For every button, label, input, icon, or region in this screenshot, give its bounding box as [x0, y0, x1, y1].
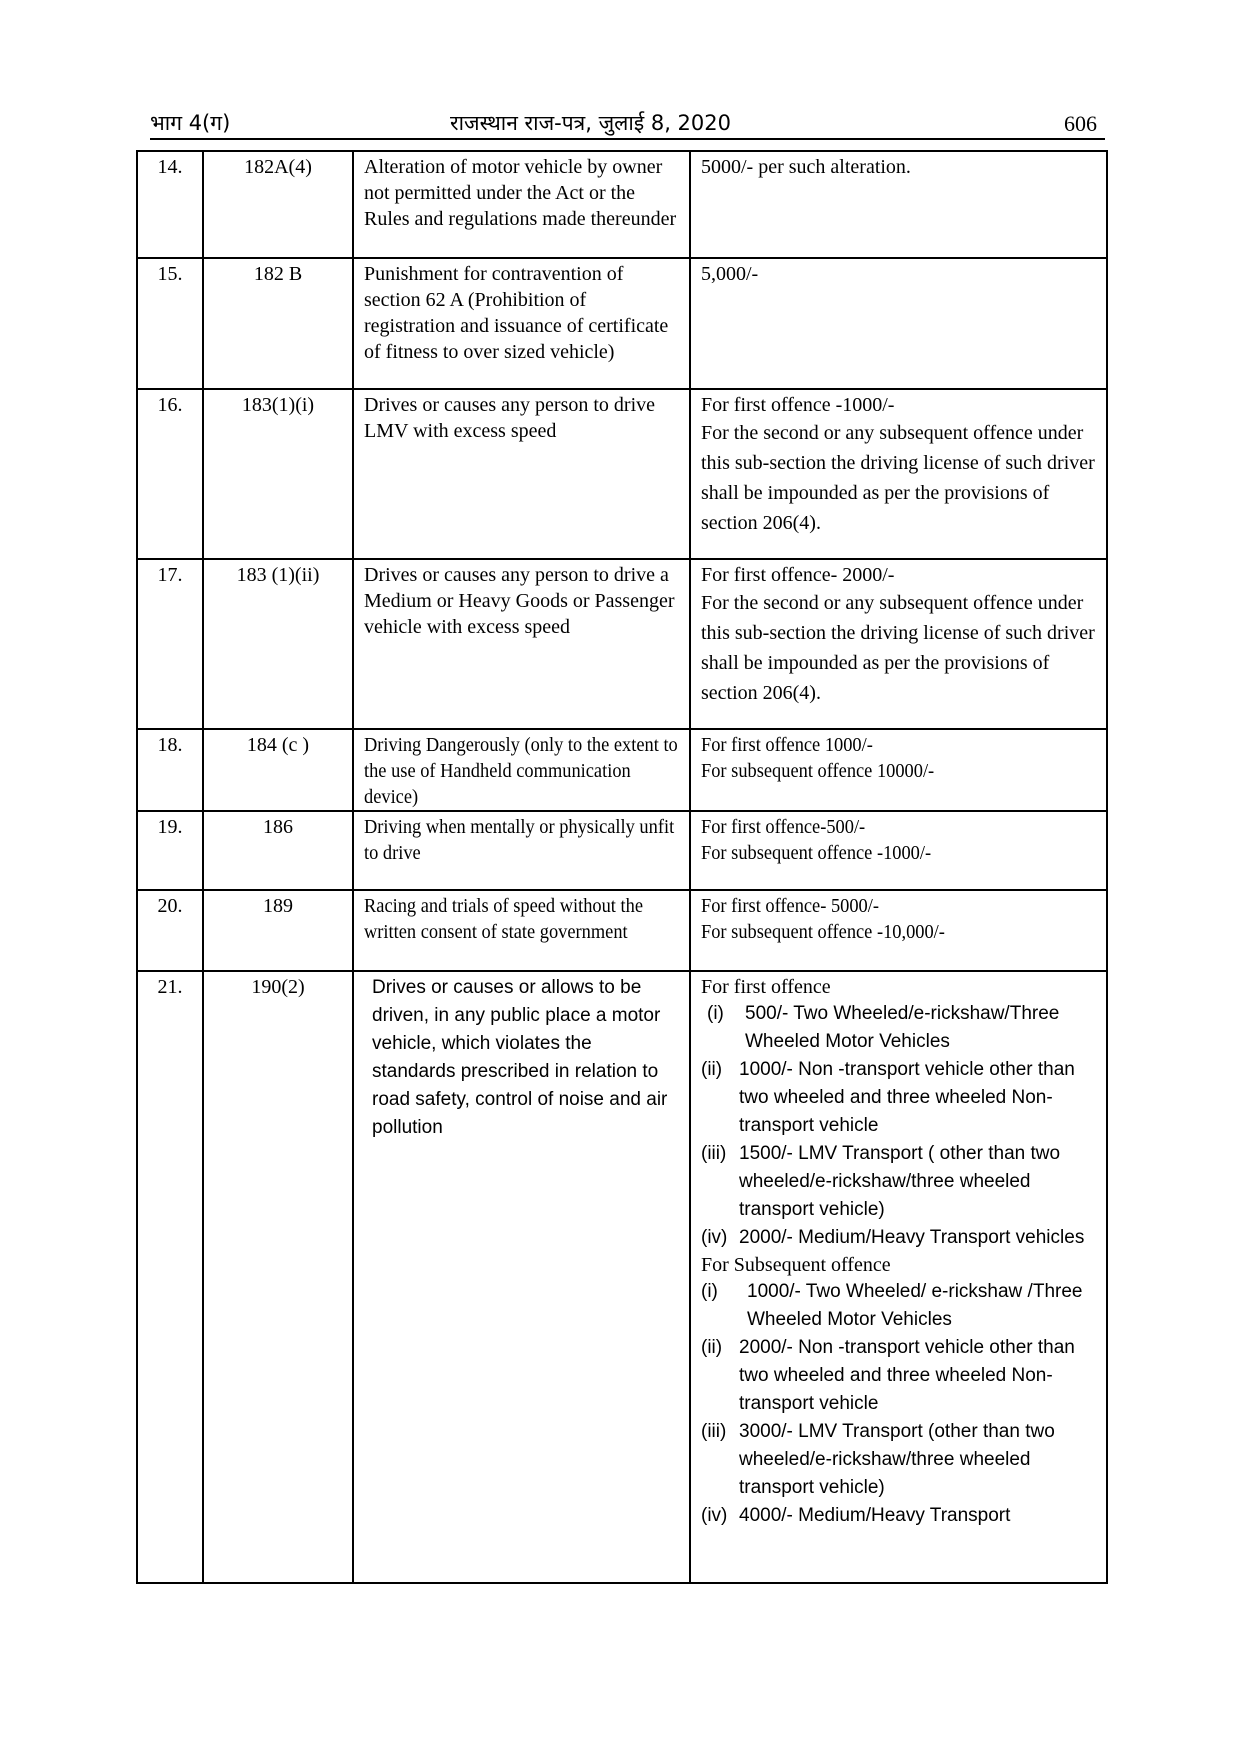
- list-item: (ii) 2000/- Non -transport vehicle other than two wheeled and three wheeled Non- transport vehicle: [701, 1337, 1075, 1414]
- section: 190(2): [203, 971, 353, 1583]
- section: 182A(4): [203, 151, 353, 258]
- gazette-title: राजस्थान राज-पत्र, जुलाई 8, 2020: [450, 111, 732, 135]
- section: 189: [203, 890, 353, 971]
- list-item: (iv) 4000/- Medium/Heavy Transport: [701, 1505, 1011, 1526]
- offence-desc: Driving Dangerously (only to the extent to the use of Handheld communication device): [353, 729, 690, 811]
- serial-no: 17.: [137, 559, 203, 729]
- fine: For first offence- 5000/- For subsequent offence -10,000/-: [690, 890, 1107, 971]
- fine: For first offence 1000/- For subsequent offence 10000/-: [690, 729, 1107, 811]
- serial-no: 20.: [137, 890, 203, 971]
- subsequent-offence-list: [701, 1278, 1096, 1530]
- first-offence-label: For first offence: [701, 976, 831, 998]
- table-row: [137, 890, 1107, 971]
- list-item: (i) 500/- Two Wheeled/e-rickshaw/Three Wheeled Motor Vehicles: [707, 1003, 1060, 1052]
- offence-desc: Drives or causes or allows to be driven, in any public place a motor vehicle, which violates the standards prescribed in relation to road safety, control of noise and air pollution: [353, 971, 690, 1583]
- offence-desc: Racing and trials of speed without the written consent of state government: [353, 890, 690, 971]
- fine: 5,000/-: [690, 258, 1107, 389]
- table-row: [137, 559, 1107, 729]
- list-item: (i) 1000/- Two Wheeled/ e-rickshaw /Three Wheeled Motor Vehicles: [701, 1281, 1083, 1330]
- fine: [690, 559, 1107, 729]
- part-label: भाग 4(ग): [150, 111, 231, 135]
- serial-no: 21.: [137, 971, 203, 1583]
- table-row: [137, 971, 1107, 1583]
- fine-first: For first offence- 2000/-: [701, 564, 895, 586]
- list-item: (iii) 3000/- LMV Transport (other than two wheeled/e-rickshaw/three wheeled transport vehicle): [701, 1421, 1055, 1498]
- serial-no: 19.: [137, 811, 203, 890]
- fine-first: For first offence -1000/-: [701, 394, 895, 416]
- table-row: [137, 729, 1107, 811]
- serial-no: 15.: [137, 258, 203, 389]
- subsequent-offence-label: For Subsequent offence: [701, 1254, 891, 1276]
- section: 183(1)(i): [203, 389, 353, 559]
- fine: 5000/- per such alteration.: [690, 151, 1107, 258]
- table-row: [137, 811, 1107, 890]
- fine: [690, 389, 1107, 559]
- section: 184 (c ): [203, 729, 353, 811]
- offence-table: [136, 150, 1108, 1584]
- serial-no: 16.: [137, 389, 203, 559]
- offence-desc: Driving when mentally or physically unfit to drive: [353, 811, 690, 890]
- page-number: 606: [1064, 111, 1097, 136]
- list-item: (iv) 2000/- Medium/Heavy Transport vehicles: [701, 1227, 1085, 1248]
- fine: For first offence-500/- For subsequent offence -1000/-: [690, 811, 1107, 890]
- offence-desc: Alteration of motor vehicle by owner not permitted under the Act or the Rules and regulations made thereunder: [353, 151, 690, 258]
- fine-subsequent: For the second or any subsequent offence under this sub-section the driving license of such driver shall be impounded as per the provisions of section 206(4).: [701, 592, 1095, 704]
- offence-desc: Drives or causes any person to drive a Medium or Heavy Goods or Passenger vehicle with excess speed: [353, 559, 690, 729]
- table-row: [137, 389, 1107, 559]
- fine: [690, 971, 1107, 1583]
- list-item: (iii) 1500/- LMV Transport ( other than two wheeled/e-rickshaw/three wheeled transport vehicle): [701, 1143, 1061, 1220]
- serial-no: 18.: [137, 729, 203, 811]
- table-row: [137, 258, 1107, 389]
- offence-desc: Drives or causes any person to drive LMV with excess speed: [353, 389, 690, 559]
- serial-no: 14.: [137, 151, 203, 258]
- section: 183 (1)(ii): [203, 559, 353, 729]
- offence-desc: Punishment for contravention of section 62 A (Prohibition of registration and issuance of certificate of fitness to over sized vehicle): [353, 258, 690, 389]
- table-row: [137, 151, 1107, 258]
- section: 182 B: [203, 258, 353, 389]
- fine-subsequent: For the second or any subsequent offence under this sub-section the driving license of such driver shall be impounded as per the provisions of section 206(4).: [701, 422, 1095, 534]
- first-offence-list: [701, 1000, 1096, 1252]
- list-item: (ii) 1000/- Non -transport vehicle other than two wheeled and three wheeled Non- transport vehicle: [701, 1059, 1075, 1136]
- section: 186: [203, 811, 353, 890]
- page-header: [150, 108, 1105, 140]
